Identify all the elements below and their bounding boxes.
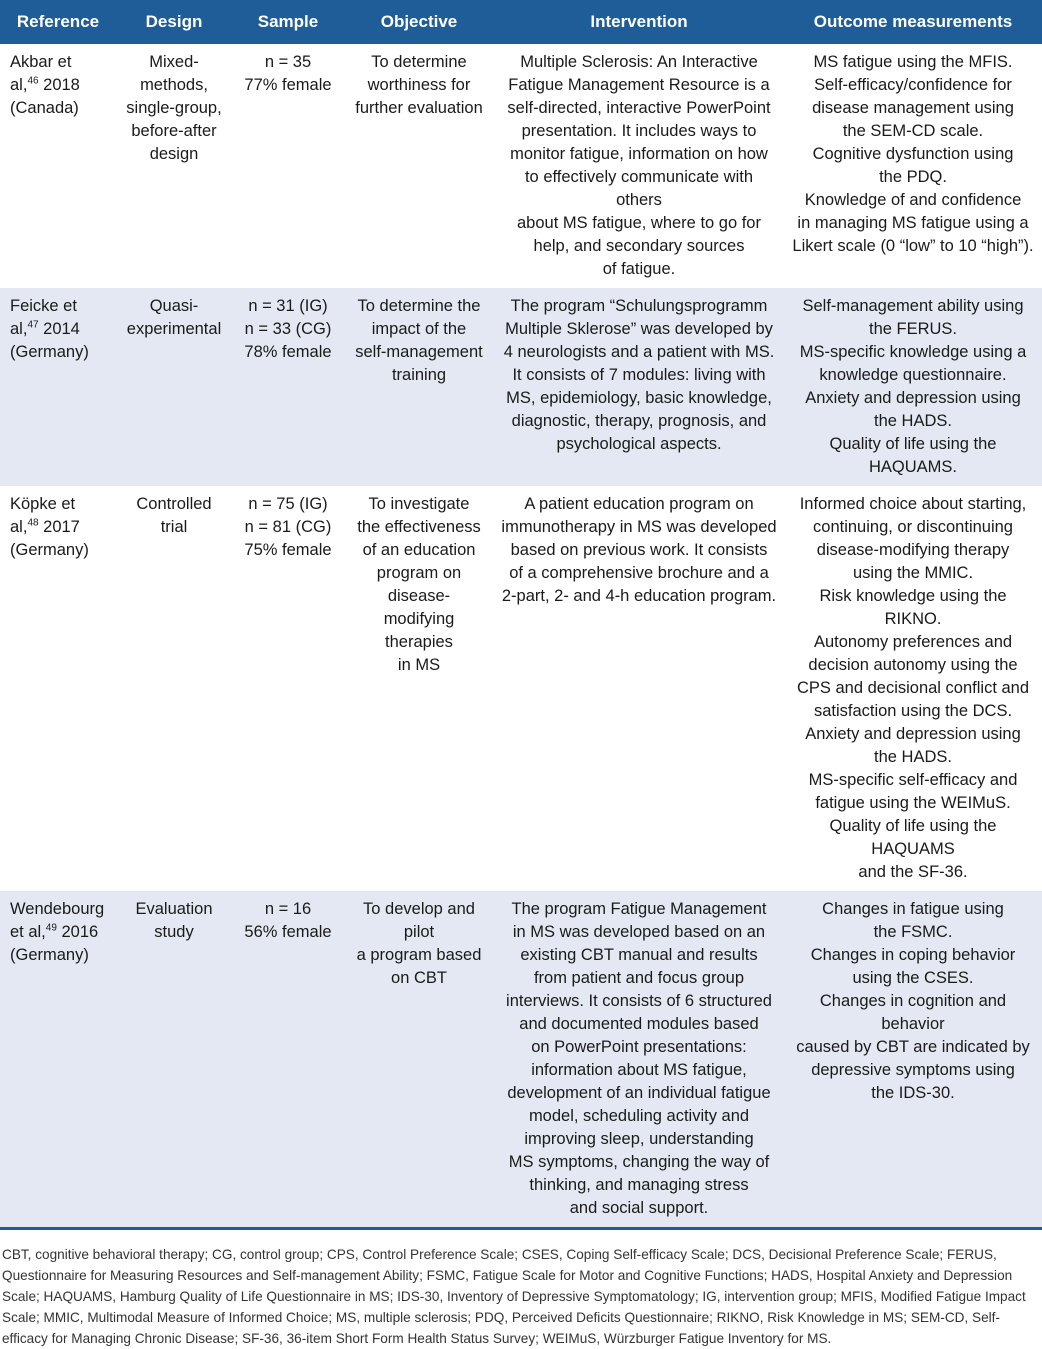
reference-name: Wendebourg et al, <box>10 900 105 941</box>
reference-year-country: 2017 (Germany) <box>10 518 89 559</box>
sample-cell: n = 75 (IG) n = 81 (CG) 75% female <box>244 495 332 559</box>
intervention-cell: A patient education program on immunotherapy in MS was developed based on previous work. It consists of a comprehensive brochure and a 2-part, 2- and 4-h education program. <box>501 495 777 605</box>
design-cell: Quasi- experimental <box>116 288 232 486</box>
sample-cell: n = 16 56% female <box>232 891 344 1229</box>
objective-cell: To investigate the effectiveness of an education program on disease- modifying therapies in MS <box>357 495 481 674</box>
header-objective: Objective <box>344 0 494 44</box>
design-cell: Mixed- methods, single-group, before-after design <box>126 53 222 163</box>
objective-cell: To determine the impact of the self-management training <box>344 288 494 486</box>
table-row <box>0 288 1042 486</box>
outcome-cell: Informed choice about starting, continuing, or discontinuing disease-modifying therapy using the MMIC. Risk knowledge using the RIKNO. Autonomy preferences and decision autonomy using the CPS and decisional conflict and satisfaction using the DCS. Anxiety and depression using the HADS. MS-specific self-efficacy and fatigue using the WEIMuS. Quality of life using the HAQUAMS and the SF-36. <box>796 495 1030 881</box>
reference-year-country: 2014 (Germany) <box>10 320 89 361</box>
reference-citation: 49 <box>45 922 57 934</box>
table-row <box>0 44 1042 288</box>
header-outcome: Outcome measurements <box>784 0 1042 44</box>
reference-name: Akbar et al, <box>10 53 72 94</box>
reference-cell <box>0 44 116 288</box>
outcome-cell: MS fatigue using the MFIS. Self-efficacy/confidence for disease management using the SEM-CD scale. Cognitive dysfunction using the PDQ. Knowledge of and confidence in managing MS fatigue using a Likert scale (0 “low” to 10 “high”). <box>792 53 1034 255</box>
table-footnote: CBT, cognitive behavioral therapy; CG, control group; CPS, Control Preference Scale; CSES, Coping Self-efficacy Scale; DCS, Decisional Preference Scale; FERUS, Questionnaire for Measuring Resources and Self-management Ability; FSMC, Fatigue Scale for Motor and Cognitive Functions; HADS, Hospital Anxiety and Depression Scale; HAQUAMS, Hamburg Quality of Life Questionnaire in MS; IDS-30, Inventory of Depressive Symptomatology; IG, intervention group; MFIS, Modified Fatigue Impact Scale; MMIC, Multimodal Measure of Informed Choice; MS, multiple sclerosis; PDQ, Perceived Deficits Questionnaire; RIKNO, Risk Knowledge in MS; SEM-CD, Self-efficacy for Managing Chronic Disease; SF-36, 36-item Short Form Health Status Survey; WEIMuS, Würzburger Fatigue Inventory for MS. <box>2 1247 1026 1346</box>
design-cell: Controlled trial <box>136 495 212 536</box>
reference-citation: 46 <box>27 75 39 87</box>
header-design: Design <box>116 0 232 44</box>
objective-cell: To determine worthiness for further evaluation <box>355 53 483 117</box>
outcome-cell: Self-management ability using the FERUS. MS-specific knowledge using a knowledge questionnaire. Anxiety and depression using the HADS. Quality of life using the HAQUAMS. <box>784 288 1042 486</box>
header-sample: Sample <box>232 0 344 44</box>
reference-name: Köpke et al, <box>10 495 76 536</box>
header-intervention: Intervention <box>494 0 784 44</box>
outcome-cell: Changes in fatigue using the FSMC. Changes in coping behavior using the CSES. Changes in cognition and behavior caused by CBT are indicated by depressive symptoms using the IDS-30. <box>784 891 1042 1229</box>
table-row <box>0 486 1042 891</box>
table-row <box>0 891 1042 1229</box>
table-body <box>0 44 1042 1229</box>
reference-citation: 47 <box>27 319 39 331</box>
reference-year-country: 2018 (Canada) <box>10 76 80 117</box>
reference-year-country: 2016 (Germany) <box>10 923 99 964</box>
reference-citation: 48 <box>27 517 39 529</box>
reference-cell <box>0 891 116 1229</box>
reference-cell <box>0 288 116 486</box>
table-header <box>0 0 1042 44</box>
intervention-cell: The program “Schulungsprogramm Multiple Sklerose” was developed by 4 neurologists and a patient with MS. It consists of 7 modules: living with MS, epidemiology, basic knowledge, diagnostic, therapy, prognosis, and psychological aspects. <box>494 288 784 486</box>
header-reference: Reference <box>0 0 116 44</box>
header-row <box>0 0 1042 44</box>
intervention-cell: Multiple Sclerosis: An Interactive Fatigue Management Resource is a self-directed, interactive PowerPoint presentation. It includes ways to monitor fatigue, information on how to effectively communicate with others about MS fatigue, where to go for help, and secondary sources of fatigue. <box>507 53 771 278</box>
design-cell: Evaluation study <box>116 891 232 1229</box>
objective-cell: To develop and pilot a program based on CBT <box>344 891 494 1229</box>
sample-cell: n = 35 77% female <box>244 53 332 94</box>
intervention-cell: The program Fatigue Management in MS was developed based on an existing CBT manual and results from patient and focus group interviews. It consists of 6 structured and documented modules based on PowerPoint presentations: information about MS fatigue, development of an individual fatigue model, scheduling activity and improving sleep, understanding MS symptoms, changing the way of thinking, and managing stress and social support. <box>494 891 784 1229</box>
sample-cell: n = 31 (IG) n = 33 (CG) 78% female <box>232 288 344 486</box>
reference-cell <box>0 486 116 891</box>
reference-name: Feicke et al, <box>10 297 77 338</box>
